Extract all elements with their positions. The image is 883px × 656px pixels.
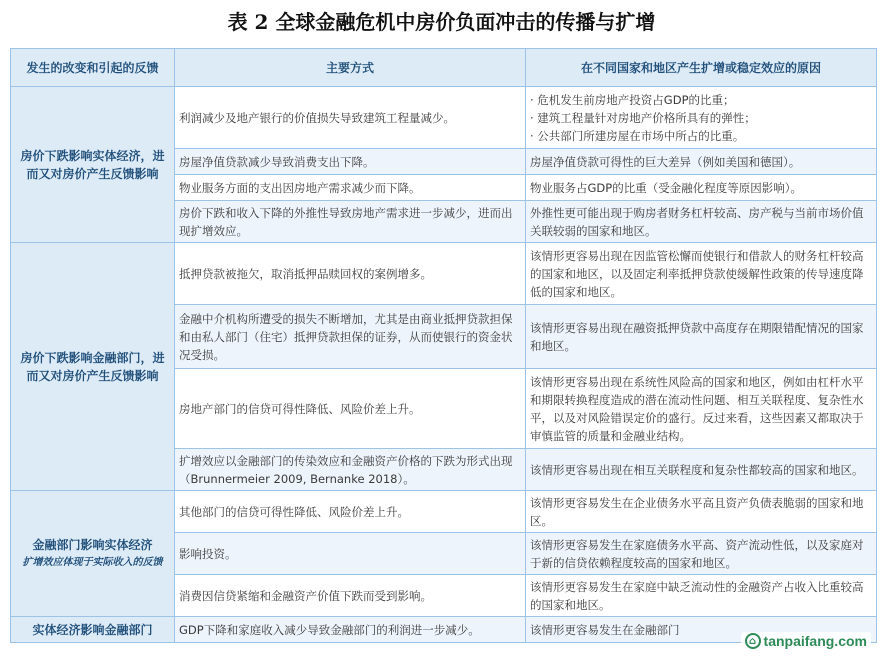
reason-cell	[526, 87, 877, 149]
method-text: 其他部门的信贷可得性降低、风险价差上升。	[179, 504, 409, 519]
reason-cell	[526, 149, 877, 175]
group-note: 扩增效应体现于实际收入的反馈	[22, 556, 163, 568]
reason-cell	[526, 449, 877, 491]
group-title: 房价下跌影响金融部门，进而又对房价产生反馈影响	[20, 350, 165, 383]
reason-text: · 危机发生前房地产投资占GDP的比重； · 建筑工程量针对房地产价格所具有的弹性； · 公共部门所建房屋在市场中所占的比重。	[530, 92, 756, 143]
method-cell	[175, 87, 526, 149]
header-change: 发生的改变和引起的反馈	[11, 49, 175, 87]
method-cell	[175, 175, 526, 201]
reason-cell	[526, 305, 877, 369]
method-text: 房价下跌和收入下降的外推性导致房地产需求进一步减少，进而出现扩增效应。	[179, 205, 513, 238]
reason-cell	[526, 491, 877, 533]
reason-cell	[526, 369, 877, 449]
group-label	[11, 491, 175, 617]
reason-text: 该情形更容易出现在因监管松懈而使银行和借款人的财务杠杆较高的国家和地区，以及固定利率抵押贷款使缓解性政策的传导速度降低的国家和地区。	[530, 248, 864, 299]
table-title: 表 2 全球金融危机中房价负面冲击的传播与扩增	[227, 10, 656, 34]
method-text: 消费因信贷紧缩和金融资产价值下跌而受到影响。	[179, 588, 432, 603]
reason-text: 房屋净值贷款可得性的巨大差异（例如美国和德国）。	[530, 154, 801, 169]
reason-text: 该情形更容易发生在金融部门	[530, 622, 680, 637]
reason-text: 该情形更容易发生在家庭债务水平高、资产流动性低，以及家庭对于新的信贷依赖程度较高的国家和地区。	[530, 537, 864, 570]
propagation-table	[10, 48, 877, 643]
reason-text: 该情形更容易出现在系统性风险高的国家和地区，例如由杠杆水平和期限转换程度造成的潜在流动性问题、相互关联程度、复杂性水平，以及对风险错误定价的盛行。反过来看，这些因素又都取决于审慎监管的质量和金融业结构。	[530, 374, 864, 443]
method-text: GDP下降和家庭收入减少导致金融部门的利润进一步减少。	[179, 622, 480, 637]
reason-cell	[526, 201, 877, 243]
method-cell	[175, 533, 526, 575]
method-cell	[175, 201, 526, 243]
method-text: 物业服务方面的支出因房地产需求减少而下降。	[179, 180, 421, 195]
reason-text: 该情形更容易出现在相互关联程度和复杂性都较高的国家和地区。	[530, 462, 864, 477]
group-title: 金融部门影响实体经济	[32, 537, 153, 552]
method-cell	[175, 305, 526, 369]
reason-text: 该情形更容易出现在融资抵押贷款中高度存在期限错配情况的国家和地区。	[530, 320, 864, 353]
leaf-logo-icon: ⌂	[745, 633, 761, 649]
method-text: 影响投资。	[179, 546, 237, 561]
method-text: 利润减少及地产银行的价值损失导致建筑工程量减少。	[179, 110, 455, 125]
method-text: 扩增效应以金融部门的传染效应和金融资产价格的下跌为形式出现（Brunnermeier 2009, Bernanke 2018）。	[179, 453, 513, 486]
reason-text: 该情形更容易发生在企业债务水平高且资产负债表脆弱的国家和地区。	[530, 495, 864, 528]
reason-text: 该情形更容易发生在家庭中缺乏流动性的金融资产占收入比重较高的国家和地区。	[530, 579, 864, 612]
reason-cell	[526, 175, 877, 201]
group-title: 房价下跌影响实体经济，进而又对房价产生反馈影响	[20, 148, 165, 181]
method-cell	[175, 449, 526, 491]
group-label	[11, 617, 175, 643]
method-cell	[175, 149, 526, 175]
reason-cell	[526, 243, 877, 305]
method-text: 金融中介机构所遭受的损失不断增加，尤其是由商业抵押贷款担保和由私人部门（住宅）抵押贷款担保的证券，从而使银行的资金状况受损。	[179, 311, 513, 362]
reason-cell	[526, 575, 877, 617]
method-cell	[175, 575, 526, 617]
method-text: 抵押贷款被拖欠，取消抵押品赎回权的案例增多。	[179, 266, 432, 281]
reason-text: 物业服务占GDP的比重（受金融化程度等原因影响）。	[530, 180, 802, 195]
method-cell	[175, 243, 526, 305]
site-watermark	[741, 632, 871, 650]
method-text: 房屋净值贷款减少导致消费支出下降。	[179, 154, 375, 169]
watermark-text: tanpaifang.com	[763, 633, 867, 649]
header-reason: 在不同国家和地区产生扩增或稳定效应的原因	[526, 49, 877, 87]
method-cell	[175, 617, 526, 643]
group-label	[11, 87, 175, 243]
reason-text: 外推性更可能出现于购房者财务杠杆较高、房产税与当前市场价值关联较弱的国家和地区。	[530, 205, 864, 238]
group-title: 实体经济影响金融部门	[32, 622, 153, 637]
method-cell	[175, 491, 526, 533]
header-method: 主要方式	[175, 49, 526, 87]
group-label	[11, 243, 175, 491]
reason-cell	[526, 533, 877, 575]
method-text: 房地产部门的信贷可得性降低、风险价差上升。	[179, 401, 421, 416]
method-cell	[175, 369, 526, 449]
